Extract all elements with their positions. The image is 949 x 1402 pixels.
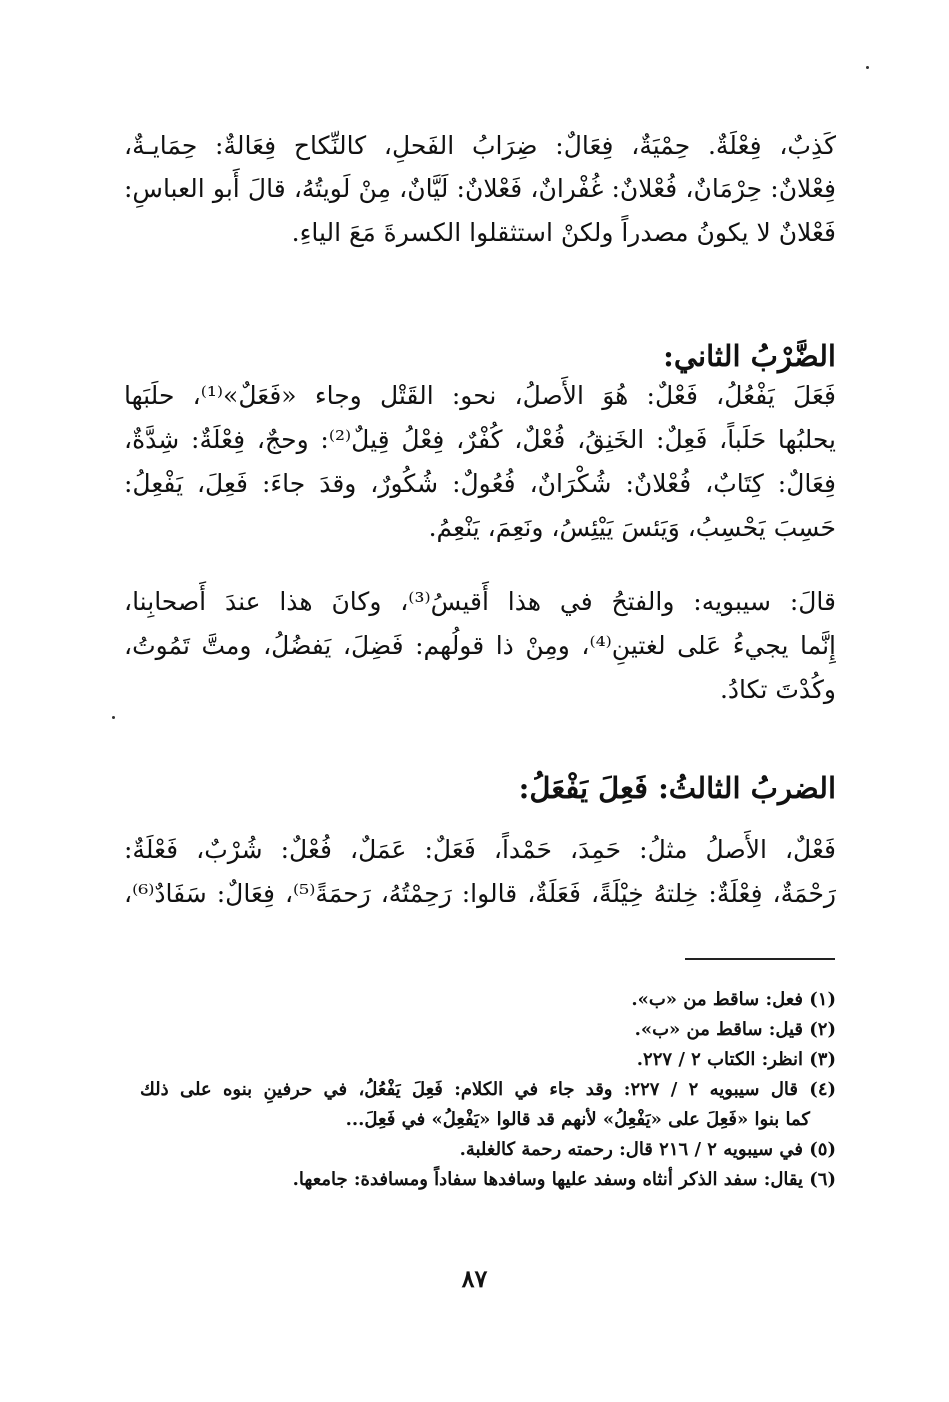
footnote-5: (٥) في سيبويه ٢ / ٢١٦ قال: رحمته رحمة كالغلبة. bbox=[459, 1139, 836, 1160]
text-line: فَعْلانٌ لا يكونُ مصدراً ولكنْ استثقلوا الكسرةَ مَعَ الياءِ. bbox=[291, 218, 836, 247]
text-line: فِعْلانٌ: حِرْمَانٌ، فُعْلانٌ: غُفْرانٌ، فَعْلانٌ: لَيَّانٌ، مِنْ لَويتُهُ، قالَ أَبو العباسِ: bbox=[124, 174, 836, 203]
text-line: حَسِبَ يَحْسِبُ، وَيَئسَ يَيْئِسُ، ونَعِمَ، يَنْعِمُ. bbox=[428, 513, 836, 542]
text-line: فَعَلَ يَفْعُلُ، فَعْلٌ: هُوَ الأَصلُ، نحو: القَتْل وجاء «فَعَلٌ»⁽¹⁾، حلَبَها bbox=[124, 381, 836, 410]
text-line: وكُدْتَ تكادُ. bbox=[719, 675, 836, 704]
footnote-4-continuation: كما بنوا «فَعِلَ على «يَفْعِلُ» لأنهم قد قالوا «يَفْعِلُ» في فَعِلَ... bbox=[345, 1109, 810, 1130]
footnote-3: (٣) انظر: الكتاب ٢ / ٢٢٧. bbox=[636, 1049, 836, 1070]
text-line: كَذِبٌ، فِعْلَةٌ. حِمْيَةٌ، فِعَالٌ: ضِرَابُ الفَحلِ، كالنِّكاح فِعَالةٌ: حِمَايـةٌ، bbox=[124, 131, 836, 160]
footnote-1: (١) فعل: ساقط من «ب». bbox=[631, 989, 836, 1010]
footnotes bbox=[140, 985, 836, 1195]
text-line: إِنَّما يجيءُ عَلى لغتينِ⁽⁴⁾، ومِنْ ذا قولُهم: فَضِلَ، يَفضُلُ، ومتَّ تَمُوتُ، bbox=[124, 631, 836, 660]
scan-speck bbox=[866, 66, 869, 69]
paragraph-section-1 bbox=[124, 124, 836, 255]
text-line: يحلبُها حَلَباً، فَعِلٌ: الخَنِقُ، فُعْلٌ، كُفْرٌ، فِعْلُ قِيلٌ⁽²⁾: وحجٌ، فِعْلَةٌ: شِدَّةٌ، bbox=[124, 425, 836, 454]
text-line: قالَ: سيبويه: والفتحُ في هذا أَقيسُ⁽³⁾، وكانَ هذا عندَ أَصحابِنا، bbox=[124, 587, 836, 616]
footnote-6: (٦) يقال: سفد الذكر أنثاه وسفد عليها وسافدها سفاداً ومسافدة: جامعها. bbox=[292, 1169, 836, 1190]
paragraph-section-4 bbox=[124, 828, 836, 916]
section-heading-second-type: الضَّرْبُ الثاني: bbox=[663, 339, 836, 373]
paragraph-section-2 bbox=[124, 374, 836, 550]
footnote-separator bbox=[685, 958, 835, 960]
page-number: ٨٧ bbox=[461, 1264, 488, 1293]
footnote-2: (٢) قيل: ساقط من «ب». bbox=[634, 1019, 836, 1040]
section-heading-third-type: الضربُ الثالثُ: فَعِلَ يَفْعَلُ: bbox=[518, 771, 836, 805]
text-line: فَعْلٌ، الأَصلُ مثلُ: حَمِدَ، حَمْداً، فَعَلٌ: عَمَلٌ، فُعْلٌ: شُرْبٌ، فَعْلَةٌ: bbox=[124, 835, 836, 864]
footnote-4: (٤) قال سيبويه ٢ / ٢٢٧: وقد جاء في الكلام: فَعِلَ يَفْعُلُ، في حرفينِ بنوه على ذلك bbox=[140, 1079, 836, 1100]
text-line: رَحْمَةٌ، فِعْلَةٌ: خِلتهُ خِيْلَةً، فَعَلَةٌ، قالوا: رَحِمْتُهُ، رَحمَةً⁽⁵⁾، فِعَالٌ: سَفَادٌ⁽⁶⁾، bbox=[124, 879, 836, 908]
scan-speck bbox=[112, 716, 115, 719]
paragraph-section-3 bbox=[124, 580, 836, 712]
text-line: فِعَالٌ: كِتَابٌ، فُعْلانٌ: شُكْرَانٌ، فُعُولٌ: شُكُورٌ، وقدَ جاءَ: فَعِلَ، يَفْعِلُ: bbox=[124, 469, 836, 498]
